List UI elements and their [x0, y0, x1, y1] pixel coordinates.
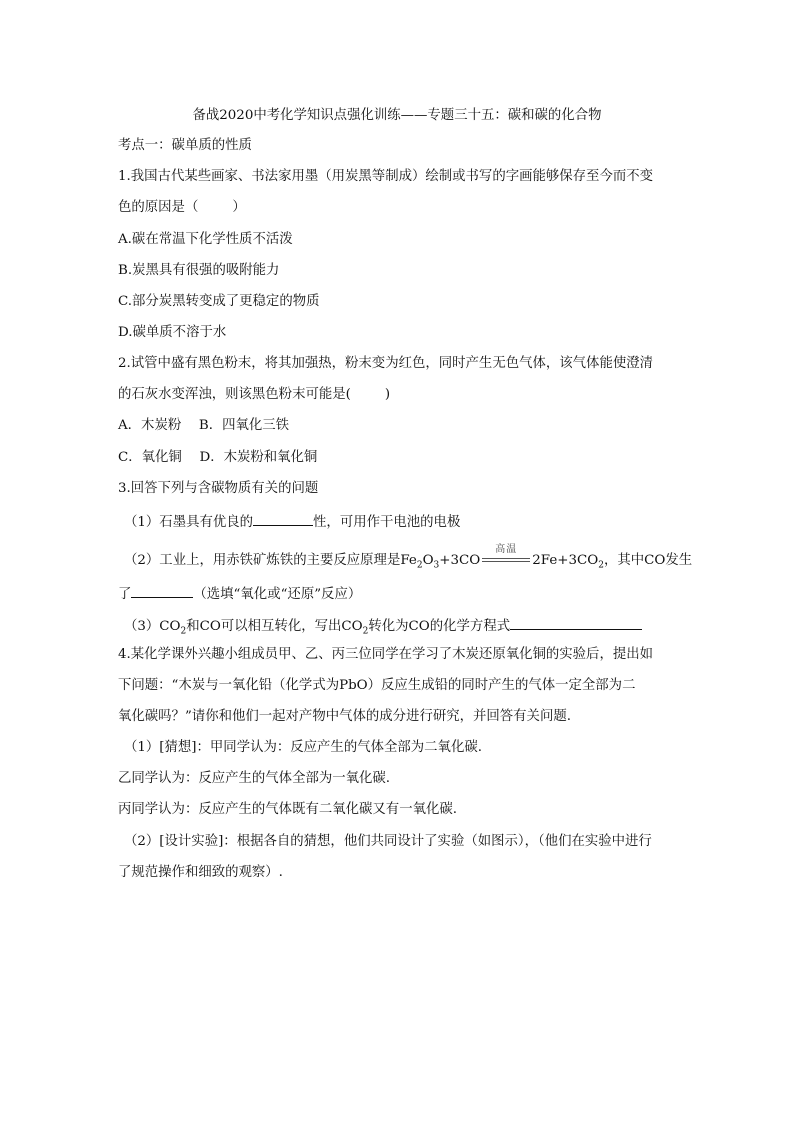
q3-part2-line2-pre: 了 [118, 587, 132, 602]
q4-design-line2: 了规范操作和细致的观察）. [118, 865, 283, 880]
q1-stem-line2-post: ） [232, 200, 246, 215]
q3-part2-pre: （2）工业上，用赤铁矿炼铁的主要反应原理是Fe [124, 553, 417, 568]
formula-text: 2Fe+3CO [532, 553, 599, 568]
q4-guess-b: 乙同学认为：反应产生的气体全部为一氧化碳. [118, 771, 391, 786]
formula-text: O [422, 553, 434, 568]
q2-options-row2: C．氧化铜 D．木炭粉和氧化铜 [118, 450, 318, 465]
reaction-condition-arrow [480, 543, 532, 569]
q3-part1 [124, 511, 460, 532]
q3-part1-post: 性，可用作干电池的电极 [313, 515, 461, 530]
document-title: 备战2020中考化学知识点强化训练——专题三十五：碳和碳的化合物 [192, 108, 602, 123]
q3-part1-pre: （1）石墨具有优良的 [124, 515, 254, 530]
q1-option-d: D.碳单质不溶于水 [118, 325, 227, 340]
reaction-condition-label: 高温 [495, 543, 518, 555]
q3-part3-post: 转化为CO的化学方程式 [368, 619, 511, 634]
subscript: 2 [362, 626, 369, 637]
answer-blank-3[interactable] [510, 615, 642, 630]
q3-part3-mid: 和CO可以相互转化，写出CO [186, 619, 363, 634]
q1-stem-line2-pre: 色的原因是（ [118, 200, 199, 215]
q1-option-b: B.炭黑具有很强的吸附能力 [118, 263, 280, 278]
q2-stem-line1: 2.试管中盛有黑色粉末，将其加强热，粉末变为红色，同时产生无色气体，该气体能使澄清 [118, 356, 654, 371]
q4-line3: 氧化碳吗？”请你和他们一起对产物中气体的成分进行研究，并回答有关问题. [118, 709, 571, 724]
subscript: 3 [433, 560, 440, 571]
q4-guess-a: （1）[猜想]：甲同学认为：反应产生的气体全部为二氧化碳. [124, 740, 482, 755]
answer-blank-1[interactable] [253, 511, 313, 526]
section-heading: 考点一：碳单质的性质 [118, 138, 252, 153]
q3-part3 [124, 615, 642, 641]
formula-text: +3CO [439, 553, 481, 568]
q2-stem-line2-post: ) [384, 387, 391, 402]
subscript: 2 [416, 560, 423, 571]
q4-guess-c: 丙同学认为：反应产生的气体既有二氧化碳又有一氧化碳. [118, 802, 458, 817]
q2-stem-line2-pre: 的石灰水变浑浊，则该黑色粉末可能是( [118, 387, 351, 402]
q3-part2 [124, 543, 693, 575]
q3-part2-line2-post: （选填“氧化或“还原”反应） [193, 587, 362, 602]
q1-stem-line2 [118, 199, 246, 217]
q3-part2-line2 [118, 583, 361, 604]
q4-design-line1: （2）[设计实验]：根据各自的猜想，他们共同设计了实验（如图示），（他们在实验中进行 [124, 834, 652, 849]
q3-part2-post: ，其中CO发生 [603, 553, 693, 568]
subscript: 2 [180, 626, 187, 637]
answer-blank-2[interactable] [131, 583, 193, 598]
q1-stem-line1: 1.我国古代某些画家、书法家用墨（用炭黑等制成）绘制或书写的字画能够保存至今而不变 [118, 169, 654, 184]
q3-part3-pre: （3）CO [124, 619, 181, 634]
q1-option-c: C.部分炭黑转变成了更稳定的物质 [118, 294, 320, 309]
q2-options-row1: A．木炭粉 B．四氧化三铁 [118, 418, 290, 433]
q4-line1: 4.某化学课外兴趣小组成员甲、乙、丙三位同学在学习了木炭还原氧化铜的实验后，提出如 [118, 647, 654, 662]
q1-option-a: A.碳在常温下化学性质不活泼 [118, 232, 293, 247]
q3-stem: 3.回答下列与含碳物质有关的问题 [118, 481, 319, 496]
q2-stem-line2 [118, 386, 390, 404]
q4-line2: 下问题：“木炭与一氧化铅（化学式为PbO）反应生成铅的同时产生的气体一定全部为二 [118, 678, 636, 693]
subscript: 2 [598, 560, 604, 571]
